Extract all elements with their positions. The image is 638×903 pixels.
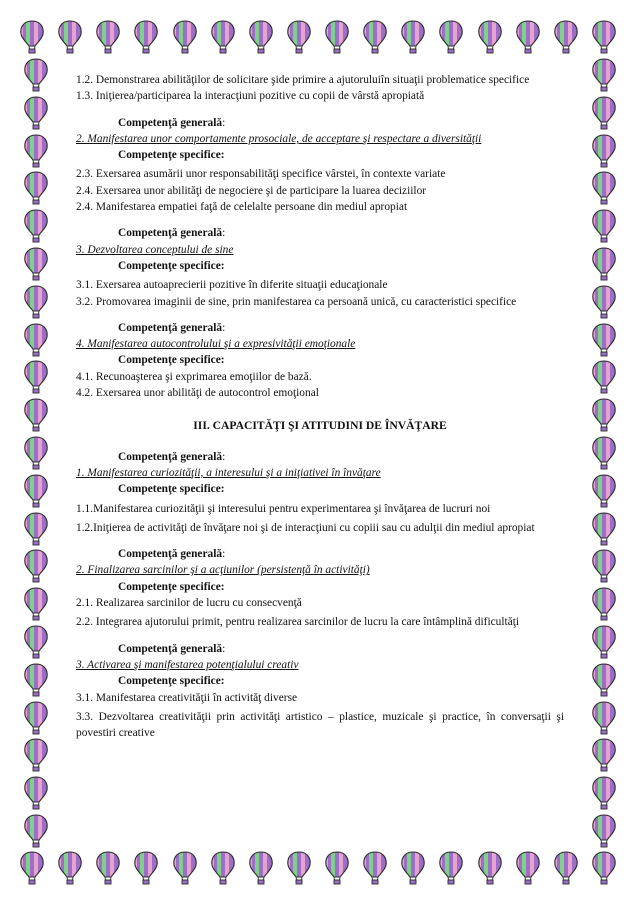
hot-air-balloon-icon <box>22 134 50 168</box>
competence-item: 1.3. Iniţierea/participarea la interacţiuni pozitive cu copii de vârstă apropiată <box>76 90 425 103</box>
hot-air-balloon-icon <box>590 285 618 319</box>
general-competence-title: 4. Manifestarea autocontrolului şi a expresivităţii emoţionale <box>76 338 356 351</box>
hot-air-balloon-icon <box>399 20 427 54</box>
hot-air-balloon-icon <box>94 20 122 54</box>
specific-competences-heading: Competenţe specifice: <box>118 675 225 688</box>
hot-air-balloon-icon <box>22 814 50 848</box>
hot-air-balloon-icon <box>514 20 542 54</box>
competence-item: 3.1. Exersarea autoaprecierii pozitive în diferite situaţii educaţionale <box>76 279 388 292</box>
document-body <box>76 72 564 741</box>
general-competence-title: 3. Dezvoltarea conceptului de sine <box>76 243 234 256</box>
competence-item: 2.4. Exersarea unor abilităţi de negociere şi de participare la luarea deciziilor <box>76 184 427 197</box>
hot-air-balloon-icon <box>56 851 84 885</box>
hot-air-balloon-icon <box>22 474 50 508</box>
competence-item: 2.4. Manifestarea empatiei faţă de celelalte persoane din mediul apropiat <box>76 201 408 214</box>
balloon-border-left <box>22 58 50 848</box>
hot-air-balloon-icon <box>285 851 313 885</box>
hot-air-balloon-icon <box>323 20 351 54</box>
general-competence-heading: Competenţă generală: <box>118 116 226 129</box>
hot-air-balloon-icon <box>22 701 50 735</box>
competence-item: 1.2. Demonstrarea abilităţilor de solicitare şide primire a ajutoruluiîn situaţii problematice specifice <box>76 74 530 86</box>
hot-air-balloon-icon <box>590 398 618 432</box>
hot-air-balloon-icon <box>22 171 50 205</box>
hot-air-balloon-icon <box>22 247 50 281</box>
hot-air-balloon-icon <box>590 663 618 697</box>
competence-item: 3.1. Manifestarea creativităţii în activităţ diverse <box>76 691 298 704</box>
hot-air-balloon-icon <box>22 549 50 583</box>
hot-air-balloon-icon <box>323 851 351 885</box>
hot-air-balloon-icon <box>22 512 50 546</box>
competence-item: 1.2.Iniţierea de activităţi de învăţare noi şi de interacţiuni cu copiii sau cu adulţii din mediul apropiat <box>76 521 535 534</box>
hot-air-balloon-icon <box>590 323 618 357</box>
hot-air-balloon-icon <box>285 20 313 54</box>
hot-air-balloon-icon <box>590 134 618 168</box>
general-competence-title: 2. Manifestarea unor comportamente prosociale, de acceptare şi respectare a diversităţii <box>76 132 482 145</box>
hot-air-balloon-icon <box>22 323 50 357</box>
competence-item: 2.3. Exersarea asumării unor responsabilităţi specifice vârstei, în contexte variate <box>76 168 446 181</box>
general-competence-title: 1. Manifestarea curiozităţii, a interesului şi a iniţiativei în învăţare <box>76 466 381 479</box>
hot-air-balloon-icon <box>22 625 50 659</box>
competence-item: 4.1. Recunoaşterea şi exprimarea emoţiilor de bază. <box>76 370 312 383</box>
hot-air-balloon-icon <box>22 776 50 810</box>
hot-air-balloon-icon <box>590 20 618 54</box>
hot-air-balloon-icon <box>590 58 618 92</box>
hot-air-balloon-icon <box>514 851 542 885</box>
hot-air-balloon-icon <box>56 20 84 54</box>
general-competence-title: 3. Activarea şi manifestarea potenţialului creativ <box>76 658 299 671</box>
hot-air-balloon-icon <box>590 360 618 394</box>
specific-competences-heading: Competenţe specifice: <box>118 259 225 272</box>
hot-air-balloon-icon <box>209 851 237 885</box>
hot-air-balloon-icon <box>590 701 618 735</box>
hot-air-balloon-icon <box>22 96 50 130</box>
hot-air-balloon-icon <box>590 549 618 583</box>
hot-air-balloon-icon <box>590 814 618 848</box>
hot-air-balloon-icon <box>552 20 580 54</box>
hot-air-balloon-icon <box>22 398 50 432</box>
hot-air-balloon-icon <box>361 20 389 54</box>
general-competence-heading: Competenţă generală: <box>118 548 226 561</box>
hot-air-balloon-icon <box>22 587 50 621</box>
competence-item: 1.1.Manifestarea curiozităţii şi interesului pentru experimentarea şi învăţarea de lucruri noi <box>76 502 491 515</box>
hot-air-balloon-icon <box>590 738 618 772</box>
hot-air-balloon-icon <box>94 851 122 885</box>
hot-air-balloon-icon <box>590 209 618 243</box>
hot-air-balloon-icon <box>590 776 618 810</box>
hot-air-balloon-icon <box>590 587 618 621</box>
competence-item: 4.2. Exersarea unor abilităţi de autocontrol emoţional <box>76 387 319 400</box>
specific-competences-heading: Competenţe specifice: <box>118 580 225 593</box>
balloon-border-top <box>18 20 618 54</box>
balloon-border-bottom <box>18 851 618 885</box>
competence-item: 2.2. Integrarea ajutorului primit, pentru realizarea sarcinilor de lucru la care întâmplină dificultăţi <box>76 616 520 629</box>
hot-air-balloon-icon <box>132 851 160 885</box>
general-competence-title: 2. Finalizarea sarcinilor şi a acţiunilor (persistenţă în activităţi) <box>76 564 370 577</box>
hot-air-balloon-icon <box>590 851 618 885</box>
specific-competences-heading: Competenţe specifice: <box>118 354 225 367</box>
hot-air-balloon-icon <box>132 20 160 54</box>
hot-air-balloon-icon <box>22 663 50 697</box>
specific-competences-heading: Competenţe specifice: <box>118 149 225 162</box>
competence-item: 2.1. Realizarea sarcinilor de lucru cu consecvenţă <box>76 597 302 610</box>
general-competence-heading: Competenţă generală: <box>118 642 226 655</box>
hot-air-balloon-icon <box>590 171 618 205</box>
hot-air-balloon-icon <box>361 851 389 885</box>
hot-air-balloon-icon <box>437 20 465 54</box>
hot-air-balloon-icon <box>22 209 50 243</box>
hot-air-balloon-icon <box>171 20 199 54</box>
hot-air-balloon-icon <box>590 436 618 470</box>
hot-air-balloon-icon <box>22 285 50 319</box>
hot-air-balloon-icon <box>18 20 46 54</box>
balloon-border-right <box>590 58 618 848</box>
hot-air-balloon-icon <box>590 247 618 281</box>
hot-air-balloon-icon <box>590 474 618 508</box>
general-competence-heading: Competenţă generală: <box>118 450 226 463</box>
hot-air-balloon-icon <box>247 20 275 54</box>
competence-item: 3.2. Promovarea imaginii de sine, prin manifestarea ca persoană unică, cu caracteristici specifice <box>76 295 517 308</box>
general-competence-heading: Competenţă generală: <box>118 321 226 334</box>
hot-air-balloon-icon <box>476 851 504 885</box>
hot-air-balloon-icon <box>590 96 618 130</box>
hot-air-balloon-icon <box>18 851 46 885</box>
hot-air-balloon-icon <box>22 58 50 92</box>
hot-air-balloon-icon <box>22 436 50 470</box>
hot-air-balloon-icon <box>590 512 618 546</box>
section-title: III. CAPACITĂŢI ŞI ATITUDINI DE ÎNVĂŢARE <box>193 419 447 433</box>
hot-air-balloon-icon <box>437 851 465 885</box>
hot-air-balloon-icon <box>590 625 618 659</box>
hot-air-balloon-icon <box>476 20 504 54</box>
competence-item: 3.3. Dezvoltarea creativităţii prin activităţi artistico – plastice, muzicale şi practice, în conversaţii şi povestiri creative <box>76 710 564 740</box>
hot-air-balloon-icon <box>22 738 50 772</box>
hot-air-balloon-icon <box>247 851 275 885</box>
hot-air-balloon-icon <box>209 20 237 54</box>
hot-air-balloon-icon <box>399 851 427 885</box>
specific-competences-heading: Competenţe specifice: <box>118 483 225 496</box>
general-competence-heading: Competenţă generală: <box>118 227 226 240</box>
hot-air-balloon-icon <box>552 851 580 885</box>
hot-air-balloon-icon <box>171 851 199 885</box>
hot-air-balloon-icon <box>22 360 50 394</box>
